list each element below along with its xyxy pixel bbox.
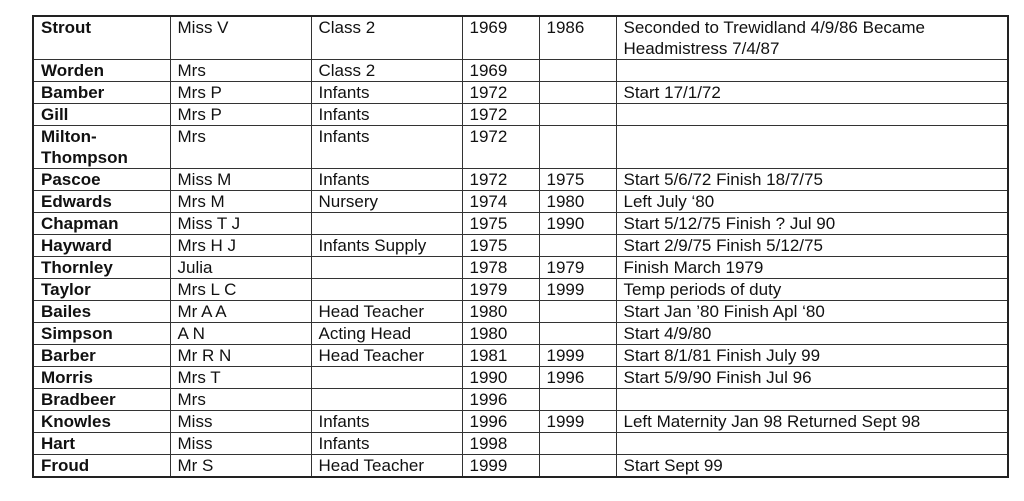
surname-cell: Morris (33, 367, 170, 389)
table-row (33, 279, 1008, 301)
notes-cell: Start 4/9/80 (616, 323, 1008, 345)
start-year-cell: 1972 (462, 104, 539, 126)
start-year-cell: 1980 (462, 323, 539, 345)
start-year-cell: 1972 (462, 169, 539, 191)
title-cell: Mrs P (170, 82, 311, 104)
table-row (33, 104, 1008, 126)
surname-cell: Hayward (33, 235, 170, 257)
role-cell: Infants (311, 411, 462, 433)
surname-cell: Gill (33, 104, 170, 126)
start-year-cell: 1978 (462, 257, 539, 279)
role-cell: Infants (311, 169, 462, 191)
start-year-cell: 1996 (462, 389, 539, 411)
role-cell: Infants (311, 126, 462, 169)
notes-cell: Start 2/9/75 Finish 5/12/75 (616, 235, 1008, 257)
notes-cell: Temp periods of duty (616, 279, 1008, 301)
surname-cell: Thornley (33, 257, 170, 279)
surname-cell: Taylor (33, 279, 170, 301)
table-row (33, 367, 1008, 389)
end-year-cell (539, 301, 616, 323)
end-year-cell: 1990 (539, 213, 616, 235)
title-cell: Miss (170, 411, 311, 433)
role-cell: Head Teacher (311, 301, 462, 323)
role-cell: Head Teacher (311, 345, 462, 367)
surname-cell: Pascoe (33, 169, 170, 191)
end-year-cell: 1996 (539, 367, 616, 389)
surname-cell: Edwards (33, 191, 170, 213)
role-cell (311, 257, 462, 279)
table-row (33, 345, 1008, 367)
surname-cell: Bamber (33, 82, 170, 104)
end-year-cell: 1986 (539, 16, 616, 60)
surname-cell: Froud (33, 455, 170, 478)
role-cell: Class 2 (311, 16, 462, 60)
surname-cell: Strout (33, 16, 170, 60)
role-cell: Infants (311, 433, 462, 455)
title-cell: Mrs (170, 389, 311, 411)
table-row (33, 257, 1008, 279)
start-year-cell: 1975 (462, 235, 539, 257)
start-year-cell: 1998 (462, 433, 539, 455)
notes-cell: Start 17/1/72 (616, 82, 1008, 104)
end-year-cell (539, 389, 616, 411)
role-cell (311, 213, 462, 235)
role-cell: Class 2 (311, 60, 462, 82)
surname-cell: Bradbeer (33, 389, 170, 411)
end-year-cell: 1999 (539, 279, 616, 301)
end-year-cell (539, 126, 616, 169)
notes-cell: Left July ‘80 (616, 191, 1008, 213)
surname-cell: Hart (33, 433, 170, 455)
table-row (33, 411, 1008, 433)
surname-cell: Simpson (33, 323, 170, 345)
notes-cell (616, 433, 1008, 455)
table-row (33, 60, 1008, 82)
end-year-cell: 1999 (539, 411, 616, 433)
end-year-cell: 1980 (539, 191, 616, 213)
role-cell: Infants (311, 104, 462, 126)
notes-cell: Left Maternity Jan 98 Returned Sept 98 (616, 411, 1008, 433)
role-cell: Infants (311, 82, 462, 104)
end-year-cell (539, 235, 616, 257)
notes-cell: Start Jan ’80 Finish Apl ‘80 (616, 301, 1008, 323)
title-cell: Mr S (170, 455, 311, 478)
start-year-cell: 1996 (462, 411, 539, 433)
notes-cell: Start 8/1/81 Finish July 99 (616, 345, 1008, 367)
start-year-cell: 1975 (462, 213, 539, 235)
start-year-cell: 1979 (462, 279, 539, 301)
surname-cell: Barber (33, 345, 170, 367)
start-year-cell: 1974 (462, 191, 539, 213)
surname-cell: Chapman (33, 213, 170, 235)
table-row (33, 213, 1008, 235)
start-year-cell: 1980 (462, 301, 539, 323)
table-row (33, 82, 1008, 104)
start-year-cell: 1981 (462, 345, 539, 367)
end-year-cell (539, 82, 616, 104)
start-year-cell: 1972 (462, 126, 539, 169)
title-cell: Mrs M (170, 191, 311, 213)
notes-cell (616, 126, 1008, 169)
notes-cell: Start 5/9/90 Finish Jul 96 (616, 367, 1008, 389)
end-year-cell (539, 323, 616, 345)
notes-cell: Finish March 1979 (616, 257, 1008, 279)
end-year-cell: 1999 (539, 345, 616, 367)
role-cell: Nursery (311, 191, 462, 213)
surname-cell: Bailes (33, 301, 170, 323)
notes-cell (616, 104, 1008, 126)
surname-cell: Worden (33, 60, 170, 82)
title-cell: Miss T J (170, 213, 311, 235)
role-cell: Acting Head (311, 323, 462, 345)
title-cell: Mr R N (170, 345, 311, 367)
start-year-cell: 1969 (462, 16, 539, 60)
staff-record-sheet (32, 15, 1009, 478)
end-year-cell: 1975 (539, 169, 616, 191)
role-cell: Infants Supply (311, 235, 462, 257)
table-row (33, 433, 1008, 455)
role-cell (311, 389, 462, 411)
title-cell: Mrs H J (170, 235, 311, 257)
notes-cell: Start Sept 99 (616, 455, 1008, 478)
table-row (33, 235, 1008, 257)
table-row (33, 16, 1008, 60)
role-cell: Head Teacher (311, 455, 462, 478)
end-year-cell: 1979 (539, 257, 616, 279)
start-year-cell: 1999 (462, 455, 539, 478)
table-row (33, 301, 1008, 323)
notes-cell: Seconded to Trewidland 4/9/86 Became Headmistress 7/4/87 (616, 16, 1008, 60)
title-cell: Mrs T (170, 367, 311, 389)
end-year-cell (539, 455, 616, 478)
notes-cell: Start 5/12/75 Finish ? Jul 90 (616, 213, 1008, 235)
title-cell: Miss M (170, 169, 311, 191)
end-year-cell (539, 104, 616, 126)
start-year-cell: 1990 (462, 367, 539, 389)
staff-table-body (33, 16, 1008, 477)
title-cell: Mrs L C (170, 279, 311, 301)
start-year-cell: 1969 (462, 60, 539, 82)
end-year-cell (539, 433, 616, 455)
table-row (33, 126, 1008, 169)
title-cell: A N (170, 323, 311, 345)
surname-cell: Milton-Thompson (33, 126, 170, 169)
title-cell: Miss (170, 433, 311, 455)
title-cell: Mrs (170, 126, 311, 169)
table-row (33, 389, 1008, 411)
notes-cell (616, 389, 1008, 411)
role-cell (311, 367, 462, 389)
end-year-cell (539, 60, 616, 82)
title-cell: Mr A A (170, 301, 311, 323)
title-cell: Julia (170, 257, 311, 279)
role-cell (311, 279, 462, 301)
table-row (33, 323, 1008, 345)
title-cell: Miss V (170, 16, 311, 60)
title-cell: Mrs P (170, 104, 311, 126)
table-row (33, 191, 1008, 213)
table-row (33, 455, 1008, 478)
notes-cell: Start 5/6/72 Finish 18/7/75 (616, 169, 1008, 191)
notes-cell (616, 60, 1008, 82)
start-year-cell: 1972 (462, 82, 539, 104)
title-cell: Mrs (170, 60, 311, 82)
surname-cell: Knowles (33, 411, 170, 433)
staff-table (32, 15, 1009, 478)
table-row (33, 169, 1008, 191)
